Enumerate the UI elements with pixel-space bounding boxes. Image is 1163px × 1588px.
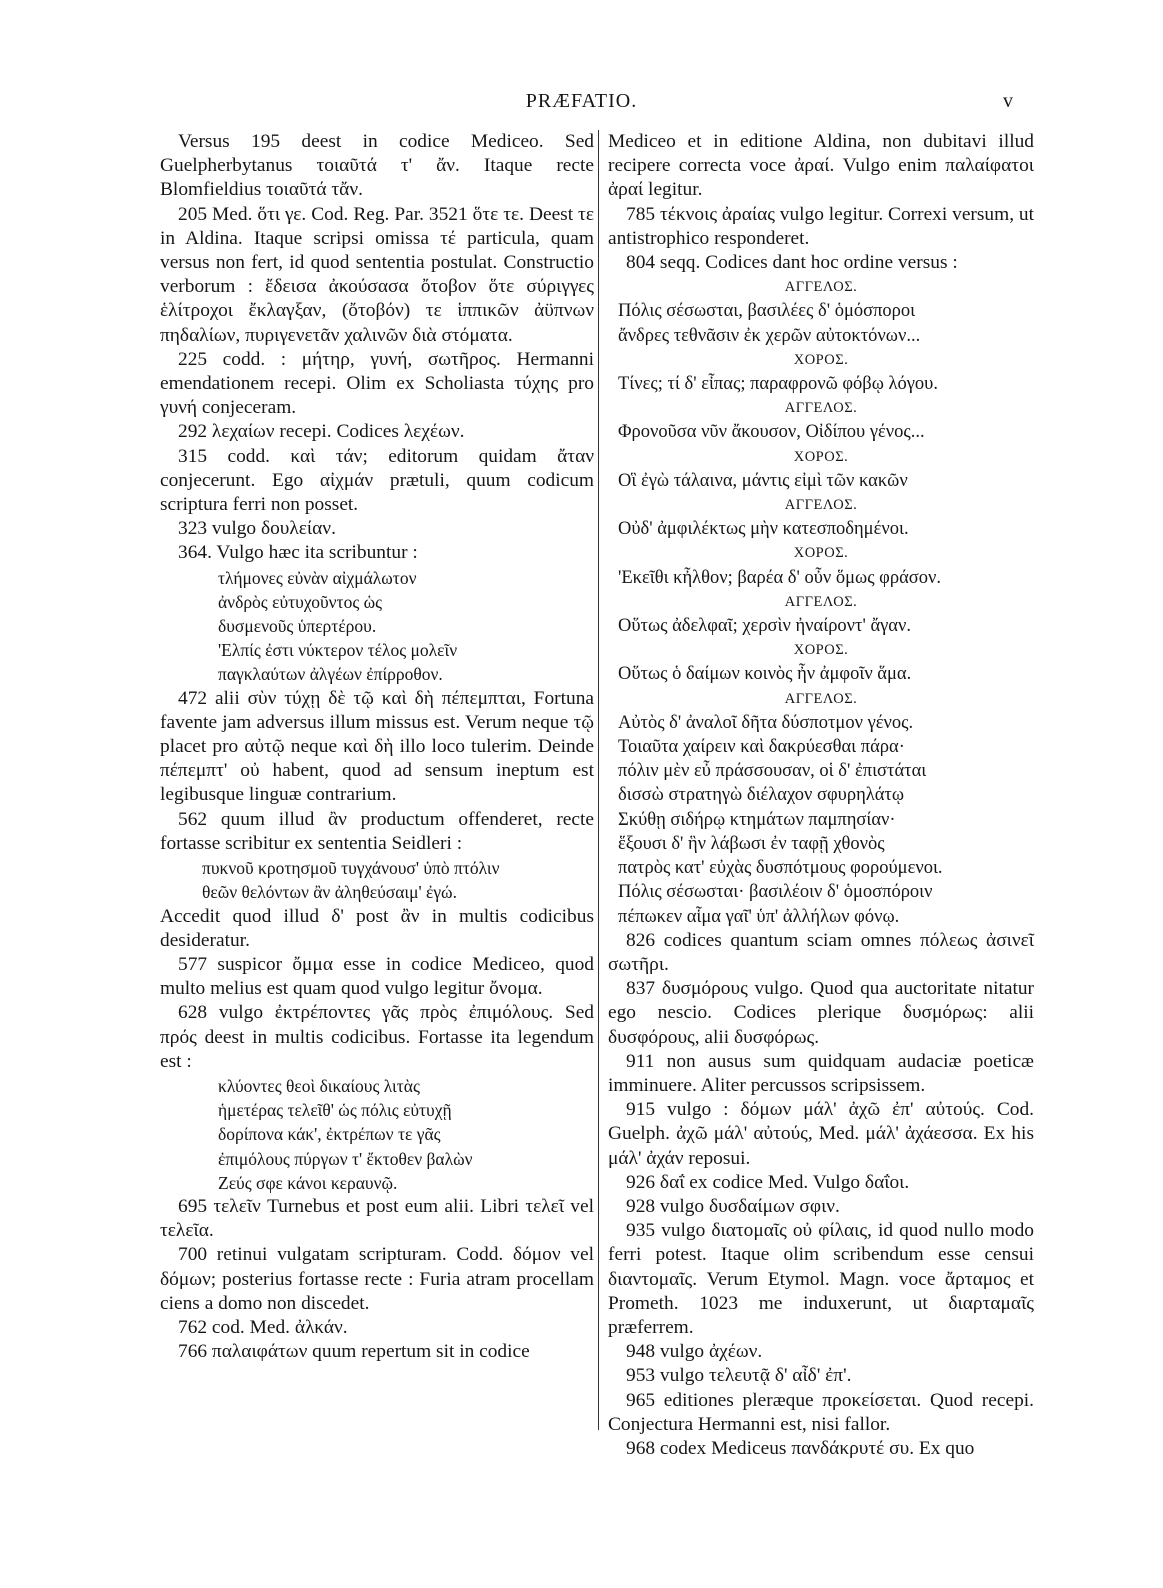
dialogue-line: πέπωκεν αἷμα γαῖ' ὑπ' ἀλλήλων φόνῳ. — [618, 906, 900, 927]
note-762: 762 cod. Med. ἀλκάν. — [178, 1316, 348, 1338]
dialogue-line: Τίνες; τί δ' εἶπας; παραφρονῶ φόβῳ λόγου. — [618, 374, 938, 395]
verse-line: κλύοντες θεοὶ δικαίους λιτὰς — [218, 1075, 420, 1096]
speaker-label: ΧΟΡΟΣ. — [793, 545, 849, 562]
note-948: 948 vulgo ἀχέων. — [626, 1341, 763, 1363]
dialogue-line: πατρὸς κατ' εὐχὰς δυσπότμους φορούμενοι. — [618, 858, 943, 879]
verse-quote-562 — [160, 856, 594, 904]
dialogue-804 — [608, 275, 1034, 928]
speaker-label: ΧΟΡΟΣ. — [793, 448, 849, 465]
note-804: 804 seqq. Codices dant hoc ordine versus : — [626, 252, 958, 274]
verse-line: θεῶν θελόντων ἂν ἀληθεύσαιμ' ἐγώ. — [202, 882, 457, 903]
note-837: 837 δυσμόρους vulgo. Quod qua auctoritate nitatur ego nescio. Codices plerique δυσμόρως: alii δυσφόρους, alii δυσφόρως. — [608, 978, 1034, 1048]
note-926: 926 δαΐ ex codice Med. Vulgo δαΐοι. — [626, 1171, 910, 1193]
note-953: 953 vulgo τελευτᾷ δ' αἶδ' ἐπ'. — [626, 1365, 852, 1387]
speaker-label: ΑΓΓΕΛΟΣ. — [784, 593, 858, 610]
note-911: 911 non ausus sum quidquam audaciæ poeticæ imminuere. Aliter percussos scripsissem. — [608, 1050, 1034, 1096]
note-292: 292 λεχαίων recepi. Codices λεχέων. — [178, 421, 465, 443]
dialogue-line: Πόλις σέσωσται· βασιλέοιν δ' ὁμοσπόροιν — [618, 882, 933, 903]
dialogue-line: Οὕτως ἀδελφαῖ; χερσὶν ἠναίροντ' ἄγαν. — [618, 616, 911, 637]
note-915: 915 vulgo : δόμων μάλ' ἀχῶ ἐπ' αὐτούς. Cod. Guelph. ἀχῶ μάλ' αὐτούς, Med. μάλ' ἀχάεσσα. Ex his μάλ' ἀχάν reposui. — [608, 1099, 1034, 1169]
note-785: 785 τέκνοις ἀραίας vulgo legitur. Correxi versum, ut antistrophico responderet. — [608, 203, 1034, 249]
dialogue-line: ἄνδρες τεθνᾶσιν ἐκ χερῶν αὐτοκτόνων... — [618, 325, 921, 346]
speaker-label: ΑΓΓΕΛΟΣ. — [784, 279, 858, 296]
verse-line: δυσμενοῦς ὑπερτέρου. — [218, 616, 377, 637]
note-968: 968 codex Mediceus πανδάκρυτέ συ. Ex quo — [626, 1437, 975, 1459]
note-205: 205 Med. ὅτι γε. Cod. Reg. Par. 3521 ὅτε τε. Deest τε in Aldina. Itaque scripsi omissa τέ particula, quam versus non fert, id quod sententia postulat. Constructio verborum : ἔδεισα ἀκούσασα ὄτοβον ὅτε σύριγγες ἑλίτροχοι ἔκλαγξαν, (ὄτοβόν) τε ἱππικῶν ἀϋπνων πηδαλίων, πυριγενετᾶν χαλινῶν διὰ στόματα. — [160, 203, 594, 346]
dialogue-line: ἕξουσι δ' ἣν λάβωσι ἐν ταφῇ χθονὸς — [618, 833, 885, 854]
note-323: 323 vulgo δουλείαν. — [178, 518, 336, 540]
column-divider — [598, 130, 599, 1430]
right-column — [608, 130, 1034, 1461]
note-195: Versus 195 deest in codice Mediceo. Sed Guelpherbytanus τοιαῦτά τ' ἄν. Itaque recte Blomfieldius τοιαῦτά τἄν. — [160, 131, 594, 201]
page-number: v — [1003, 90, 1013, 112]
dialogue-line: πόλιν μὲν εὖ πράσσουσαν, οἱ δ' ἐπιστάται — [618, 761, 927, 782]
note-700: 700 retinui vulgatam scripturam. Codd. δόμον vel δόμων; posterius fortasse recte : Furia atram procellam ciens a domo non discedet. — [160, 1244, 594, 1314]
dialogue-line: Οὐδ' ἀμφιλέκτως μὴν κατεσποδημένοι. — [618, 519, 909, 540]
dialogue-line: δισσὼ στρατηγὼ διέλαχον σφυρηλάτῳ — [618, 785, 905, 806]
note-935: 935 vulgo διατομαῖς οὐ φίλαις, id quod nullo modo ferri potest. Itaque olim scribendum esse censui διαντομαῖς. Verum Etymol. Magn. voce ἄρταμος et Prometh. 1023 me induxerunt, ut διαρταμαῖς præferrem. — [608, 1220, 1034, 1338]
note-766: 766 παλαιφάτων quum repertum sit in codice — [178, 1341, 530, 1363]
note-695: 695 τελεῖν Turnebus et post eum alii. Libri τελεῖ vel τελεῖα. — [160, 1195, 594, 1242]
speaker-label: ΑΓΓΕΛΟΣ. — [784, 400, 858, 417]
verse-line: 'Ελπίς ἐστι νύκτερον τέλος μολεῖν — [218, 640, 458, 661]
dialogue-line: Πόλις σέσωσται, βασιλέες δ' ὁμόσποροι — [618, 301, 916, 322]
note-472: 472 alii σὺν τύχῃ δὲ τῷ καὶ δὴ πέπεμπται, Fortuna favente jam adversus illum missus est. Verum neque τῷ placet pro αὐτῷ neque καὶ δὴ illo loco tulerim. Deinde πέπεμπτ' οὐ habent, quod ad sensum ineptum est legibusque linguæ contrarium. — [160, 687, 594, 806]
speaker-label: ΑΓΓΕΛΟΣ. — [784, 690, 858, 707]
verse-quote-628 — [160, 1074, 594, 1195]
dialogue-line: Αὐτὸς δ' ἀναλοῖ δῆτα δύσποτμον γένος. — [618, 712, 914, 733]
page-title: PRÆFATIO. — [525, 90, 638, 112]
dialogue-line: Οὕτως ὁ δαίμων κοινὸς ἦν ἀμφοῖν ἅμα. — [618, 664, 912, 685]
note-315: 315 codd. καὶ τάν; editorum quidam ἄταν conjecerunt. Ego αἰχμάν prætuli, quum codicum scriptura ferri non posset. — [160, 445, 594, 516]
speaker-label: ΑΓΓΕΛΟΣ. — [784, 497, 858, 514]
note-577: 577 suspicor ὄμμα esse in codice Mediceo, quod multo melius est quam quod vulgo legitur ὄνομα. — [160, 953, 594, 1000]
note-364: 364. Vulgo hæc ita scribuntur : — [178, 542, 418, 564]
speaker-label: ΧΟΡΟΣ. — [793, 642, 849, 659]
note-766-continued: Mediceo et in editione Aldina, non dubitavi illud recipere correcta voce ἀραί. Vulgo enim παλαίφατοι ἀραί legitur. — [608, 131, 1034, 201]
dialogue-line: Οἳ ἐγὼ τάλαινα, μάντις εἰμὶ τῶν κακῶν — [618, 470, 908, 491]
verse-line: πυκνοῦ κροτησμοῦ τυγχάνουσ' ὑπὸ πτόλιν — [202, 858, 500, 879]
verse-line: ἀνδρὸς εὐτυχοῦντος ὡς — [218, 591, 383, 612]
note-965: 965 editiones pleræque προκείσεται. Quod recepi. Conjectura Hermanni est, nisi fallor. — [608, 1389, 1034, 1435]
note-628: 628 vulgo ἐκτρέποντες γᾶς πρὸς ἐπιμόλους. Sed πρός deest in multis codicibus. Fortasse ita legendum est : — [160, 1002, 594, 1072]
verse-line: δορίπονα κάκ', ἐκτρέπων τε γᾶς — [218, 1124, 441, 1145]
note-562: 562 quum illud ἂν productum offenderet, recte fortasse scribitur ex sententia Seidleri : — [160, 808, 594, 854]
verse-line: παγκλαύτων ἀλγέων ἐπίρροθον. — [218, 664, 443, 685]
note-826: 826 codices quantum sciam omnes πόλεως ἀσινεῖ σωτῆρι. — [608, 929, 1034, 975]
running-head — [0, 90, 1163, 118]
verse-line: τλήμονες εὐνὰν αἰχμάλωτον — [218, 567, 417, 588]
left-column — [160, 130, 594, 1364]
note-562-continued: Accedit quod illud δ' post ἂν in multis codicibus desideratur. — [160, 905, 594, 951]
verse-line: ἐπιμόλους πύργων τ' ἔκτοθεν βαλὼν — [218, 1148, 473, 1169]
verse-line: Ζεύς σφε κάνοι κεραυνῷ. — [218, 1172, 398, 1193]
dialogue-line: Φρονοῦσα νῦν ἄκουσον, Οἰδίπου γένος... — [618, 422, 925, 443]
verse-line: ἡμετέρας τελεῖθ' ὡς πόλις εὐτυχῇ — [218, 1100, 452, 1121]
dialogue-line: 'Εκεῖθι κἦλθον; βαρέα δ' οὖν ὅμως φράσον. — [618, 567, 941, 588]
verse-quote-364 — [160, 566, 594, 687]
note-928: 928 vulgo δυσδαίμων σφιν. — [626, 1195, 840, 1217]
dialogue-line: Σκύθῃ σιδήρῳ κτημάτων παμπησίαν· — [618, 809, 896, 830]
dialogue-line: Τοιαῦτα χαίρειν καὶ δακρύεσθαι πάρα· — [618, 737, 905, 758]
note-225: 225 codd. : μήτηρ, γυνή, σωτῆρος. Hermanni emendationem recepi. Olim ex Scholiasta τύχης pro γυνή conjeceram. — [160, 348, 594, 419]
speaker-label: ΧΟΡΟΣ. — [793, 351, 849, 368]
